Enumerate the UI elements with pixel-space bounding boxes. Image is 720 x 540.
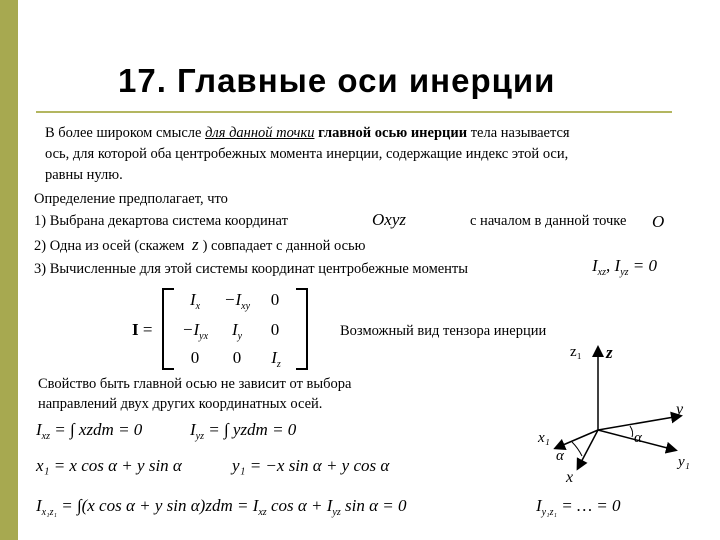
- item-1-var: Oxyz: [372, 210, 406, 229]
- property-line-2: направлений двух других координатных осей.: [38, 396, 323, 412]
- formula-x1: x₁ = x cos α + y sin α: [36, 456, 182, 475]
- x1-axis: [556, 430, 598, 448]
- label-y: y: [676, 401, 684, 418]
- item-3-moments: [592, 256, 657, 276]
- definition-item-1: [34, 212, 288, 230]
- label-x1: x₁: [538, 430, 550, 446]
- intro-text: В более широком смысле: [45, 125, 206, 141]
- alpha-arc-2: [572, 442, 582, 456]
- formula-Iy1z1: $I_{y_1z_1}$ = … = 0: [536, 496, 621, 518]
- m32: 0: [232, 348, 242, 367]
- moment-sep: ,: [606, 256, 615, 275]
- moment-eq: = 0: [628, 256, 658, 275]
- tensor-symbol: [132, 320, 152, 340]
- axes-diagram: [520, 338, 720, 498]
- intro-line-1: [45, 124, 570, 142]
- item-2-text-b: ) совпадает с данной осью: [202, 238, 366, 254]
- slide-title: 17. Главные оси инерции: [118, 62, 556, 99]
- m11: $I_x$: [189, 290, 201, 312]
- item-1-origin: O: [652, 212, 665, 231]
- label-z: z: [606, 343, 613, 362]
- sidebar-accent-bar: [0, 0, 18, 540]
- moment-I-xz: I: [592, 256, 598, 275]
- item-1-text: 1) Выбрана декартова система координат: [34, 213, 288, 229]
- definition-item-3: 3) Вычисленные для этой системы координат центробежные моменты: [34, 261, 469, 277]
- definition-item-2: [34, 236, 365, 255]
- definition-heading: Определение предполагает, что: [34, 191, 228, 207]
- title-divider: [36, 111, 672, 113]
- m21: $-I_{yx}$: [181, 320, 209, 342]
- y-axis: [598, 416, 680, 430]
- m13: 0: [270, 290, 280, 309]
- formula-Ixz: $I_{xz}$ = ∫ xzdm = 0: [36, 420, 143, 442]
- m23: 0: [270, 320, 280, 339]
- formula-Ix1z1: $I_{x_1z_1} = \int(x$ cos α + y $\sin \alpha)zdm = I_{xz}$ $\cos \alpha + I_{yz}$ sin α = 0: [36, 496, 407, 518]
- property-line-1: Свойство быть главной осью не зависит от выбора: [38, 376, 352, 392]
- intro-bold: главной осью инерции: [314, 125, 468, 141]
- x-axis: [578, 430, 598, 468]
- intro-text-end: тела называется: [467, 125, 570, 141]
- tensor-caption: Возможный вид тензора инерции: [340, 323, 547, 339]
- tensor-eq: =: [138, 320, 153, 339]
- tensor-matrix: [170, 290, 300, 370]
- m12: $-I_{xy}$: [223, 290, 251, 312]
- item-1-text-b: с началом в данной точке: [470, 213, 627, 229]
- label-alpha-1: α: [634, 430, 642, 446]
- formula-Iyz: $I_{yz}$ = ∫ yzdm = 0: [190, 420, 297, 442]
- m22: $I_y$: [231, 320, 243, 342]
- label-y1: y₁: [678, 454, 690, 470]
- m31: 0: [190, 348, 200, 367]
- moment-sub-yz: yz: [620, 267, 629, 278]
- intro-line-3: равны нулю.: [45, 167, 123, 183]
- moment-sub-xz: xz: [597, 267, 607, 278]
- formula-y1: y₁ = −x sin α + y cos α: [232, 456, 390, 475]
- alpha-arc-1: [630, 426, 633, 437]
- item-2-text: 2) Одна из осей (скажем: [34, 238, 185, 254]
- intro-underlined: для данной точки: [205, 125, 315, 141]
- label-alpha-2: α: [556, 448, 564, 464]
- label-z1: z₁: [570, 344, 582, 360]
- tensor-label: I: [132, 320, 139, 339]
- moment-I-yz: I: [614, 256, 621, 275]
- label-x: x: [566, 469, 574, 486]
- m33: $I_z$: [271, 348, 281, 370]
- intro-line-2: ось, для которой оба центробежных момента инерции, содержащие индекс этой оси,: [45, 146, 569, 162]
- item-2-z: z: [191, 235, 199, 254]
